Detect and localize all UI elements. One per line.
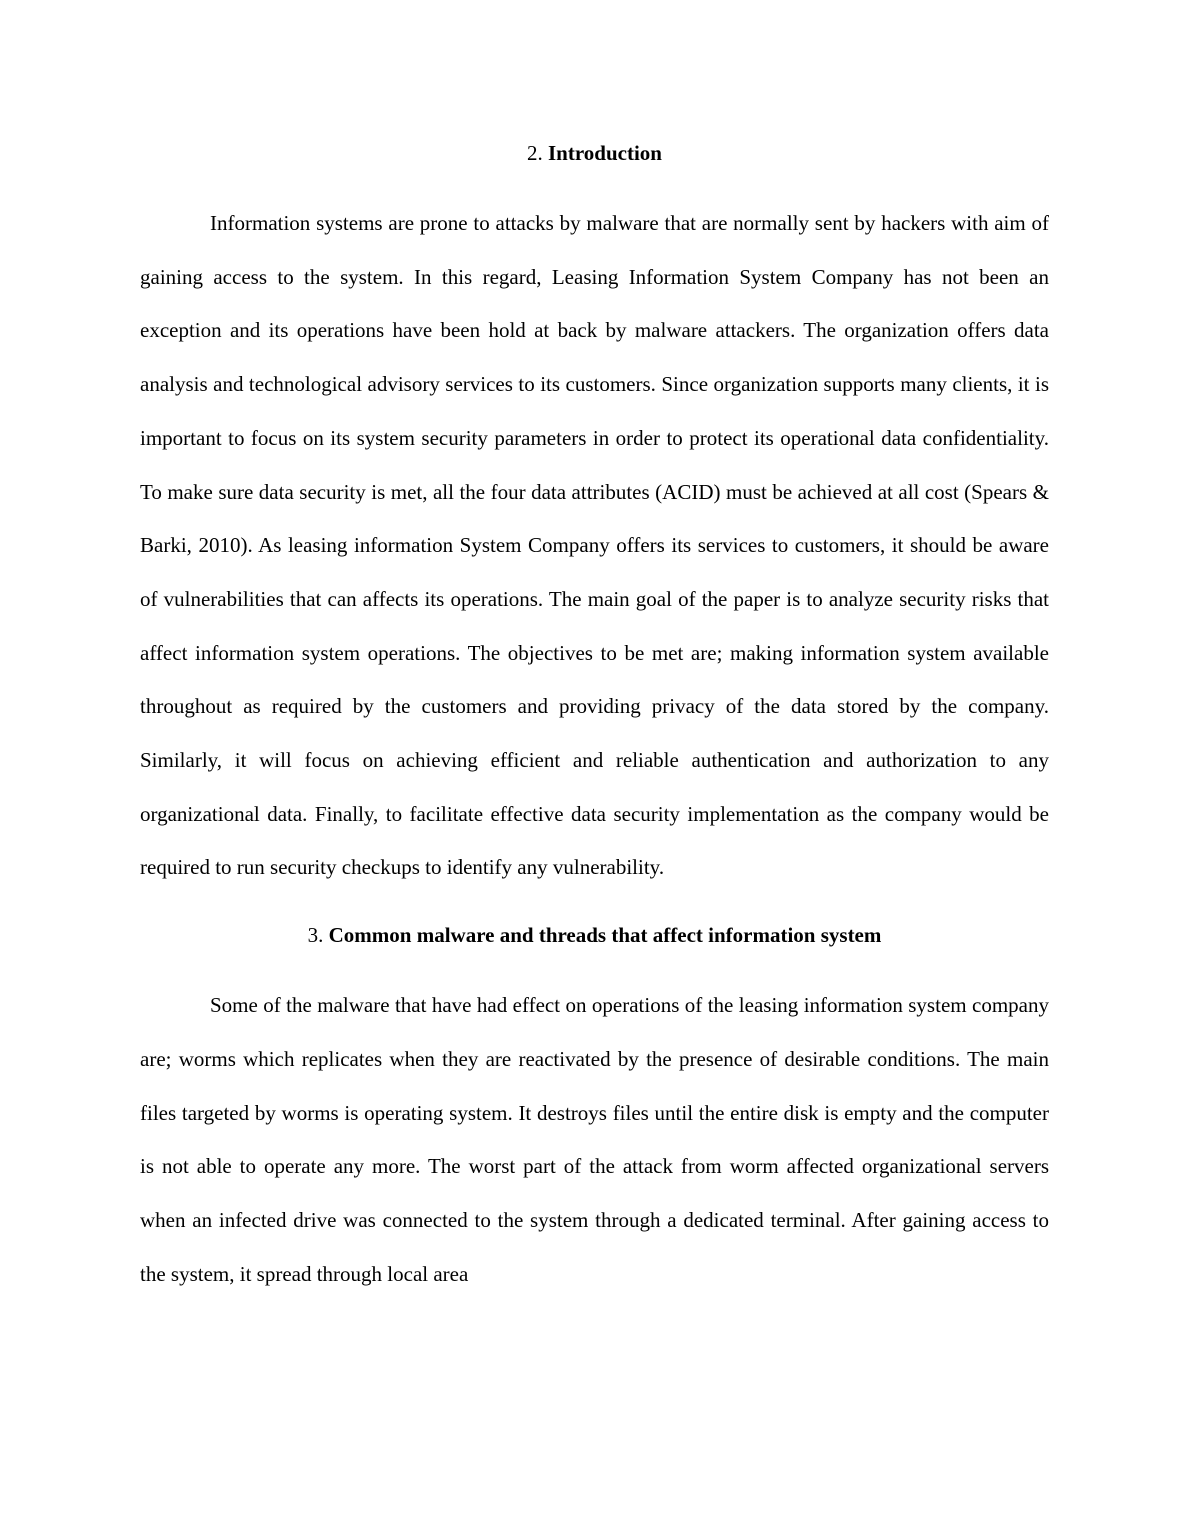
section-title: Common malware and threads that affect information system [328,923,882,948]
section-heading-introduction [140,137,1049,169]
common-malware-paragraph: Some of the malware that have had effect on operations of the leasing information system company are; worms which replicates when they are reactivated by the presence of desirable conditions. The main files targeted by worms is operating system. It destroys files until the entire disk is empty and the computer is not able to operate any more. The worst part of the attack from worm affected organizational servers when an infected drive was connected to the system through a dedicated terminal. After gaining access to the system, it spread through local area [140,993,1049,1286]
section-heading-common-malware [140,919,1049,951]
section-number: 3. [307,923,324,948]
document-content [140,137,1049,1301]
section-number: 2. [527,141,543,165]
introduction-paragraph: Information systems are prone to attacks by malware that are normally sent by hackers with aim of gaining access to the system. In this regard, Leasing Information System Company has not been an exception and its operations have been hold at back by malware attackers. The organization offers data analysis and technological advisory services to its customers. Since organization supports many clients, it is important to focus on its system security parameters in order to protect its operational data confidentiality. To make sure data security is met, all the four data attributes (ACID) must be achieved at all cost (Spears & Barki, 2010). As leasing information System Company offers its services to customers, it should be aware of vulnerabilities that can affects its operations. The main goal of the paper is to analyze security risks that affect information system operations. The objectives to be met are; making information system available throughout as required by the customers and providing privacy of the data stored by the company. Similarly, it will focus on achieving efficient and reliable authentication and authorization to any organizational data. Finally, to facilitate effective data security implementation as the company would be required to run security checkups to identify any vulnerability. [140,211,1049,880]
section-title: Introduction [548,141,662,165]
